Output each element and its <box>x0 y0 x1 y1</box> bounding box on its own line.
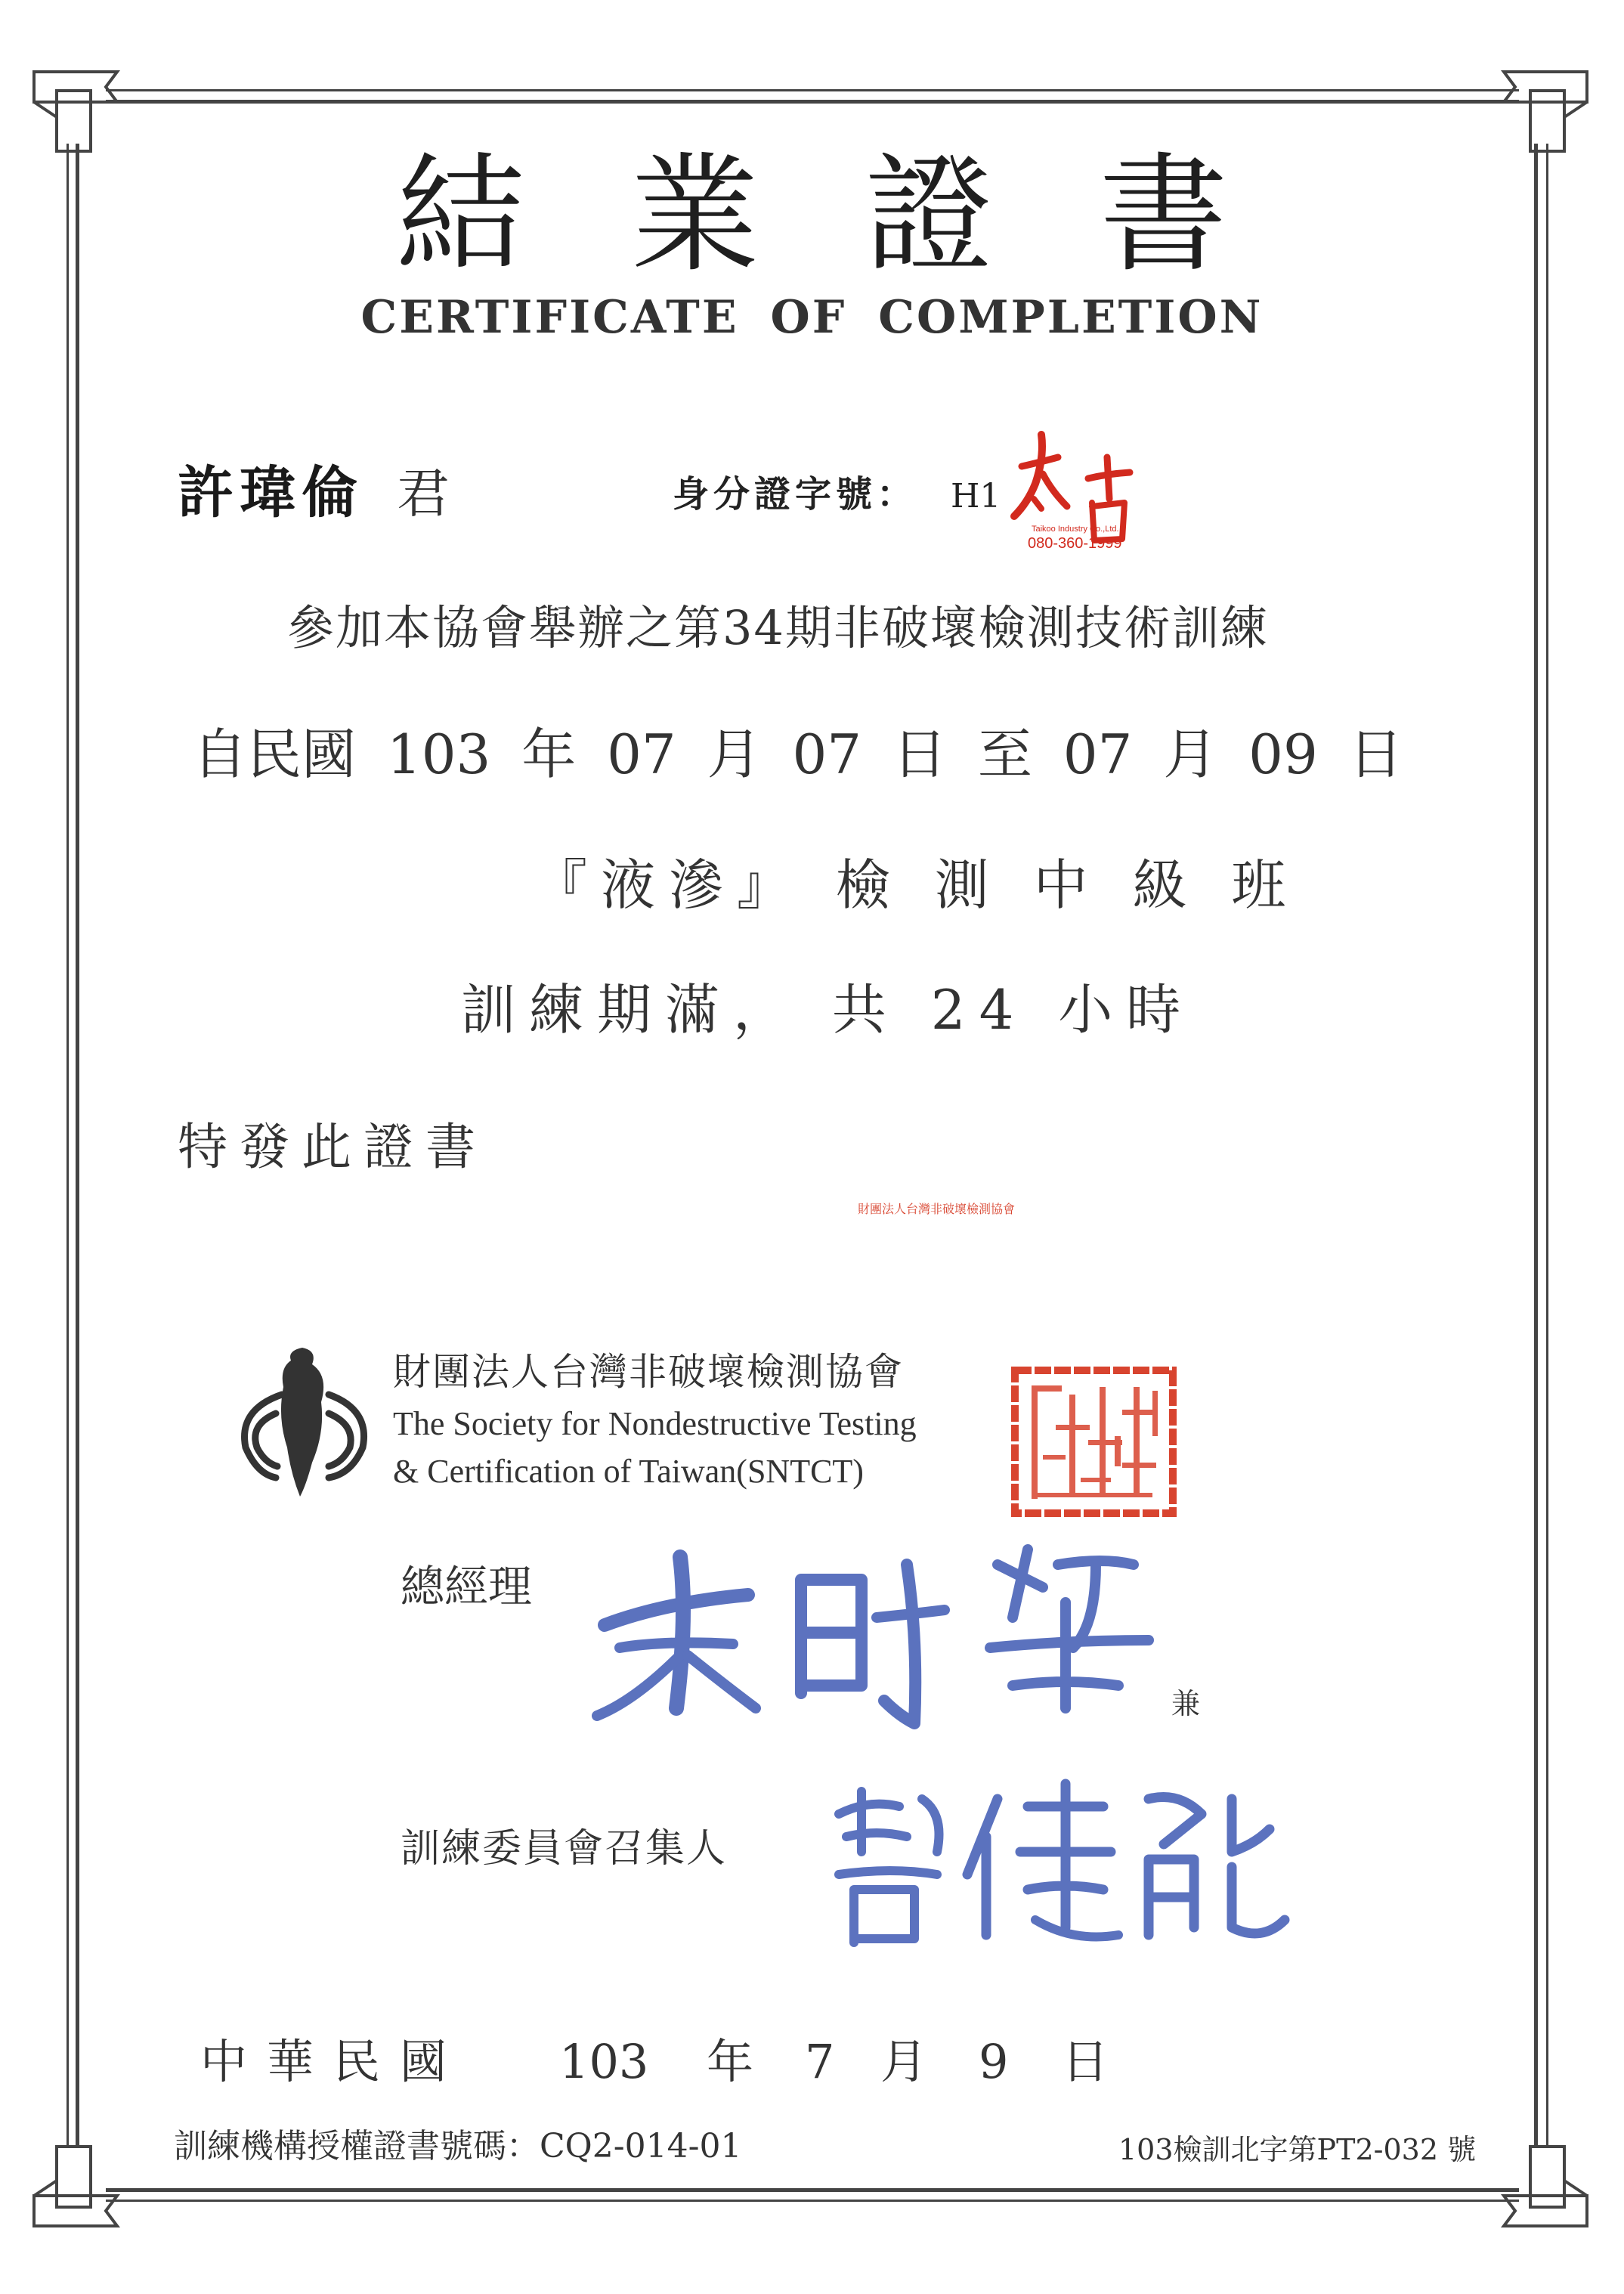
issue-date-day-unit: 日 <box>1062 2034 1109 2089</box>
frame-corner-top-right-icon <box>1493 60 1598 166</box>
issue-date-era: 中華民國 <box>200 2034 467 2089</box>
issuance-statement: 特發此證書 <box>178 1118 487 1176</box>
certificate-serial-number: 103檢訓北字第PT2-032 號 <box>1118 2133 1477 2166</box>
id-number-label: 身分證字號： <box>673 473 918 515</box>
certificate-title-en: CERTIFICATE OF COMPLETION <box>360 291 1264 344</box>
issue-date-month: 7 <box>805 2034 835 2089</box>
frame-left-inner <box>76 144 79 2147</box>
company-stamp-logo <box>1005 427 1149 559</box>
stamp-phone: 080-360-1999 <box>1028 535 1122 552</box>
training-committee-convener-label: 訓練委員會召集人 <box>401 1826 728 1871</box>
training-description: 參加本協會舉辦之第34期非破壞檢測技術訓練 <box>287 600 1269 655</box>
issue-date-year-unit: 年 <box>707 2034 754 2089</box>
organization-name-en-line1: The Society for Nondestructive Testing <box>393 1405 917 1442</box>
frame-top-inner <box>106 100 1519 104</box>
recipient-honorific: 君 <box>397 463 450 525</box>
frame-corner-bottom-right-icon <box>1493 2131 1598 2237</box>
frame-bottom-outer <box>106 2188 1519 2192</box>
organization-name-en-line2: & Certification of Taiwan(SNTCT) <box>393 1453 864 1490</box>
organization-logo-icon <box>215 1342 378 1500</box>
training-hours: 訓練期滿， 共 24 小時 <box>461 978 1195 1042</box>
training-period: 自民國 103 年 07 月 07 日 至 07 月 09 日 <box>193 723 1403 786</box>
frame-right-inner <box>1546 144 1548 2147</box>
issue-date-day: 9 <box>979 2034 1009 2089</box>
frame-bottom-inner <box>106 2200 1519 2202</box>
official-seal <box>858 1202 1179 1519</box>
frame-top-outer <box>106 89 1519 91</box>
issue-date-month-unit: 月 <box>880 2034 928 2089</box>
frame-left-outer <box>67 144 69 2147</box>
issue-date-year: 103 <box>559 2034 649 2089</box>
organization-name-zh: 財團法人台灣非破壞檢測協會 <box>393 1350 904 1394</box>
authorization-certificate-number: 訓練機構授權證書號碼：CQ2-014-01 <box>174 2127 742 2166</box>
stamp-small-text: Taikoo Industry Co.,Ltd. <box>1032 525 1119 534</box>
general-manager-label: 總經理 <box>401 1561 533 1612</box>
general-manager-signature <box>574 1534 1209 1738</box>
id-number-value: H1 <box>951 477 1001 515</box>
convener-signature <box>816 1769 1300 1958</box>
course-name: 『液滲』 檢 測 中 級 班 <box>533 853 1300 917</box>
seal-text: 財團法人台灣非破壞檢測協會 <box>858 1202 1016 1216</box>
recipient-name: 許瑋倫 <box>178 460 363 525</box>
certificate-title-zh: 結業證書 <box>396 141 1334 290</box>
frame-corner-bottom-left-icon <box>23 2131 128 2237</box>
frame-right-outer <box>1534 144 1538 2147</box>
concurrent-position-mark: 兼 <box>1171 1687 1201 1720</box>
frame-corner-top-left-icon <box>23 60 128 166</box>
